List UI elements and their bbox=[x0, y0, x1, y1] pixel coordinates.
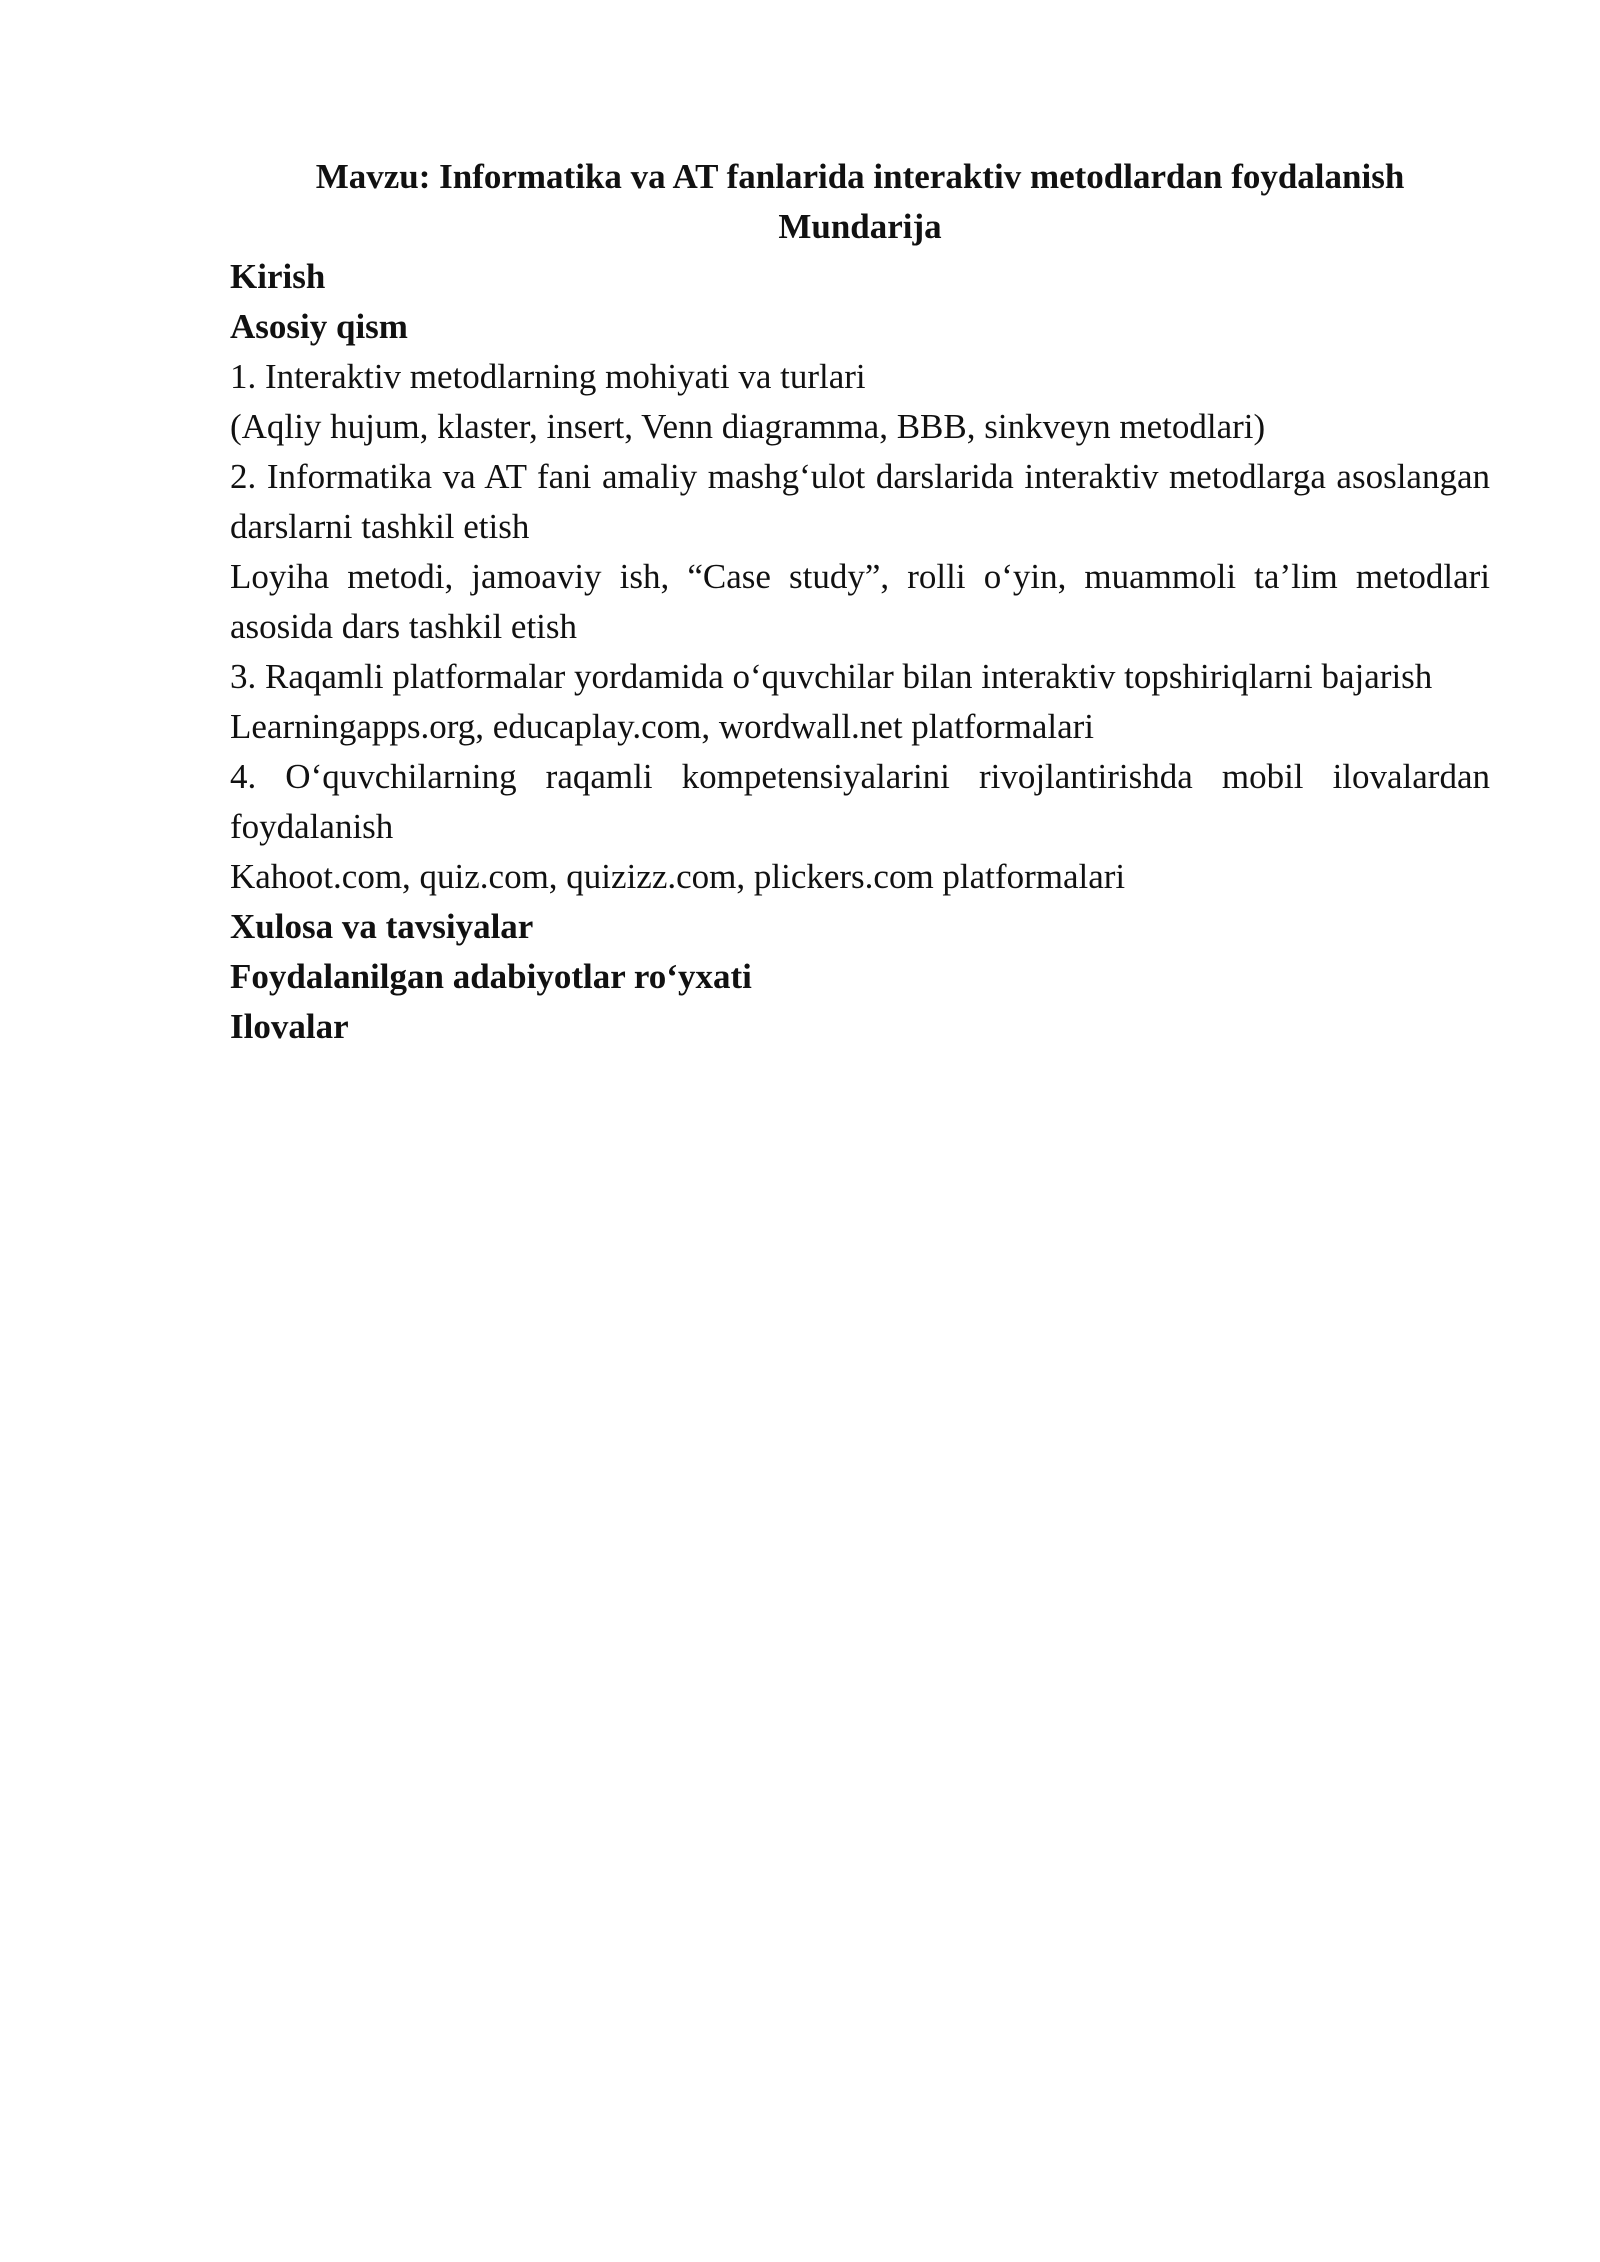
toc-entry-conclusion: Xulosa va tavsiyalar bbox=[230, 907, 534, 946]
toc-entry-section-1: 1. Interaktiv metodlarning mohiyati va turlari bbox=[230, 357, 866, 396]
toc-entry-section-3: 3. Raqamli platformalar yordamida o‘quvchilar bilan interaktiv topshiriqlarni bajarish bbox=[230, 657, 1433, 696]
toc-entry-appendices: Ilovalar bbox=[230, 1007, 349, 1046]
document-page bbox=[230, 152, 1490, 1052]
toc-entry-section-2: 2. Informatika va AT fani amaliy mashg‘ulot darslarida interaktiv metodlarga asoslangan darslarni tashkil etish bbox=[230, 457, 1490, 546]
toc-title: Mundarija bbox=[778, 207, 942, 246]
toc-entry-section-2-detail: Loyiha metodi, jamoaviy ish, “Case study”, rolli o‘yin, muammoli ta’lim metodlari asosida dars tashkil etish bbox=[230, 557, 1490, 646]
toc-entry-introduction: Kirish bbox=[230, 257, 326, 296]
toc-entry-section-4: 4. O‘quvchilarning raqamli kompetensiyalarini rivojlantirishda mobil ilovalardan foydalanish bbox=[230, 757, 1490, 846]
toc-entry-section-4-detail: Kahoot.com, quiz.com, quizizz.com, plickers.com platformalari bbox=[230, 857, 1126, 896]
toc-entry-references: Foydalanilgan adabiyotlar ro‘yxati bbox=[230, 957, 752, 996]
toc-entry-section-3-detail: Learningapps.org, educaplay.com, wordwall.net platformalari bbox=[230, 707, 1094, 746]
toc-entry-section-1-detail: (Aqliy hujum, klaster, insert, Venn diagramma, BBB, sinkveyn metodlari) bbox=[230, 407, 1266, 446]
document-title: Mavzu: Informatika va AT fanlarida interaktiv metodlardan foydalanish bbox=[315, 157, 1405, 196]
toc-entry-main-part: Asosiy qism bbox=[230, 307, 408, 346]
